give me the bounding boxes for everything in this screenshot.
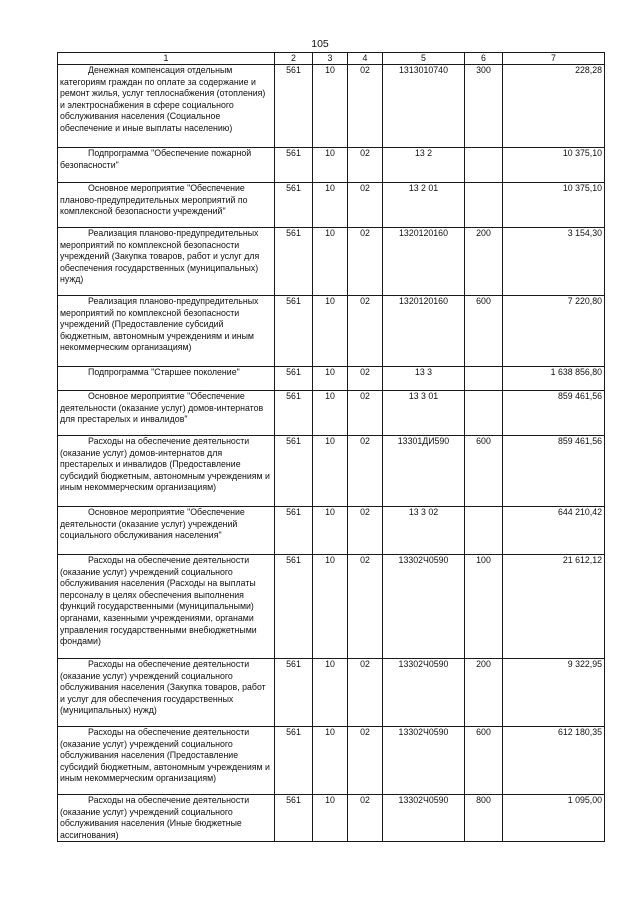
row-name: Основное мероприятие "Обеспечение деятельности (оказание услуг) учреждений социального обслуживания населения": [58, 507, 275, 555]
row-subsection-code: 02: [348, 367, 383, 391]
row-amount: 3 154,30: [503, 228, 605, 296]
row-target-code: 13 2: [383, 148, 465, 183]
row-subsection-code: 02: [348, 507, 383, 555]
row-name: Реализация планово-предупредительных мероприятий по комплексной безопасности учреждений (Предоставление субсидий бюджетным, автономным учреждениям и иным некоммерческим организациям): [58, 296, 275, 367]
row-subsection-code: 02: [348, 148, 383, 183]
row-target-code: 13302Ч0590: [383, 659, 465, 727]
row-amount: 644 210,42: [503, 507, 605, 555]
row-name: Расходы на обеспечение деятельности (оказание услуг) учреждений социального обслуживания населения (Иные бюджетные ассигнования): [58, 795, 275, 842]
row-ministry-code: 561: [275, 555, 313, 659]
row-name: Подпрограмма "Старшее поколение": [58, 367, 275, 391]
header-col-3: 3: [313, 53, 348, 65]
row-expense-type: 600: [465, 727, 503, 795]
row-name: Денежная компенсация отдельным категориям граждан по оплате за содержание и ремонт жилья, услуг теплоснабжения (отопления) и электроснабжения в сфере социального обслуживания населения (Социальное обеспечение и иные выплаты населению): [58, 65, 275, 148]
row-ministry-code: 561: [275, 148, 313, 183]
header-col-5: 5: [383, 53, 465, 65]
row-subsection-code: 02: [348, 65, 383, 148]
row-subsection-code: 02: [348, 436, 383, 507]
row-target-code: 1320120160: [383, 228, 465, 296]
row-section-code: 10: [313, 391, 348, 436]
row-section-code: 10: [313, 555, 348, 659]
row-section-code: 10: [313, 795, 348, 842]
row-target-code: 1313010740: [383, 65, 465, 148]
row-ministry-code: 561: [275, 436, 313, 507]
row-amount: 228,28: [503, 65, 605, 148]
table-row: [58, 555, 605, 659]
row-section-code: 10: [313, 436, 348, 507]
row-expense-type: [465, 148, 503, 183]
row-expense-type: 200: [465, 228, 503, 296]
row-name: Расходы на обеспечение деятельности (оказание услуг) домов-интернатов для престарелых и инвалидов (Предоставление субсидий бюджетным, автономным учреждениям и иным некоммерческим организациям): [58, 436, 275, 507]
row-expense-type: [465, 183, 503, 228]
row-expense-type: 200: [465, 659, 503, 727]
table-row: [58, 183, 605, 228]
row-amount: 1 638 856,80: [503, 367, 605, 391]
row-expense-type: 600: [465, 296, 503, 367]
row-section-code: 10: [313, 65, 348, 148]
header-col-1: 1: [58, 53, 275, 65]
row-name: Основное мероприятие "Обеспечение деятельности (оказание услуг) домов-интернатов для престарелых и инвалидов": [58, 391, 275, 436]
table-row: [58, 507, 605, 555]
row-name: Расходы на обеспечение деятельности (оказание услуг) учреждений социального обслуживания населения (Предоставление субсидий бюджетным, автономным учреждениям и иным некоммерческим организациям): [58, 727, 275, 795]
row-section-code: 10: [313, 183, 348, 228]
row-ministry-code: 561: [275, 659, 313, 727]
row-name: Реализация планово-предупредительных мероприятий по комплексной безопасности учреждений (Закупка товаров, работ и услуг для обеспечения государственных (муниципальных) нужд): [58, 228, 275, 296]
table-row: [58, 727, 605, 795]
table-row: [58, 436, 605, 507]
row-target-code: 13302Ч0590: [383, 795, 465, 842]
row-expense-type: 600: [465, 436, 503, 507]
row-ministry-code: 561: [275, 367, 313, 391]
row-amount: 859 461,56: [503, 436, 605, 507]
row-name: Расходы на обеспечение деятельности (оказание услуг) учреждений социального обслуживания населения (Закупка товаров, работ и услуг для обеспечения государственных (муниципальных) нужд): [58, 659, 275, 727]
row-ministry-code: 561: [275, 727, 313, 795]
row-target-code: 13 3 01: [383, 391, 465, 436]
row-amount: 1 095,00: [503, 795, 605, 842]
row-target-code: 13 3 02: [383, 507, 465, 555]
row-name: Расходы на обеспечение деятельности (оказание услуг) учреждений социального обслуживания населения (Расходы на выплаты персоналу в целях обеспечения выполнения функций государственными (муниципальными) органами, казенными учреждениями, органами управления государственными внебюджетными фондами): [58, 555, 275, 659]
row-section-code: 10: [313, 659, 348, 727]
table-row: [58, 391, 605, 436]
row-section-code: 10: [313, 148, 348, 183]
row-expense-type: [465, 507, 503, 555]
header-col-2: 2: [275, 53, 313, 65]
table-row: [58, 65, 605, 148]
row-ministry-code: 561: [275, 795, 313, 842]
budget-table: [57, 52, 605, 842]
row-amount: 10 375,10: [503, 148, 605, 183]
row-expense-type: 300: [465, 65, 503, 148]
row-section-code: 10: [313, 228, 348, 296]
table-row: [58, 296, 605, 367]
row-subsection-code: 02: [348, 795, 383, 842]
row-amount: 7 220,80: [503, 296, 605, 367]
row-expense-type: 800: [465, 795, 503, 842]
row-name: Основное мероприятие "Обеспечение планово-предупредительных мероприятий по комплексной безопасности учреждений": [58, 183, 275, 228]
row-section-code: 10: [313, 727, 348, 795]
row-ministry-code: 561: [275, 507, 313, 555]
row-target-code: 13302Ч0590: [383, 727, 465, 795]
header-col-4: 4: [348, 53, 383, 65]
row-subsection-code: 02: [348, 183, 383, 228]
row-subsection-code: 02: [348, 228, 383, 296]
row-subsection-code: 02: [348, 391, 383, 436]
row-subsection-code: 02: [348, 296, 383, 367]
row-section-code: 10: [313, 507, 348, 555]
row-expense-type: [465, 367, 503, 391]
row-subsection-code: 02: [348, 659, 383, 727]
row-amount: 10 375,10: [503, 183, 605, 228]
row-expense-type: [465, 391, 503, 436]
row-ministry-code: 561: [275, 183, 313, 228]
row-target-code: 13302Ч0590: [383, 555, 465, 659]
row-amount: 859 461,56: [503, 391, 605, 436]
header-row: [58, 53, 605, 65]
row-subsection-code: 02: [348, 727, 383, 795]
row-ministry-code: 561: [275, 65, 313, 148]
row-target-code: 13 3: [383, 367, 465, 391]
row-ministry-code: 561: [275, 228, 313, 296]
row-target-code: 13301ДИ590: [383, 436, 465, 507]
row-section-code: 10: [313, 296, 348, 367]
row-target-code: 1320120160: [383, 296, 465, 367]
table-row: [58, 228, 605, 296]
row-name: Подпрограмма "Обеспечение пожарной безопасности": [58, 148, 275, 183]
row-ministry-code: 561: [275, 296, 313, 367]
table-row: [58, 659, 605, 727]
row-ministry-code: 561: [275, 391, 313, 436]
row-expense-type: 100: [465, 555, 503, 659]
table-row: [58, 795, 605, 842]
table-row: [58, 367, 605, 391]
header-col-7: 7: [503, 53, 605, 65]
row-amount: 21 612,12: [503, 555, 605, 659]
row-subsection-code: 02: [348, 555, 383, 659]
row-amount: 612 180,35: [503, 727, 605, 795]
page-number: 105: [311, 38, 329, 50]
header-col-6: 6: [465, 53, 503, 65]
row-section-code: 10: [313, 367, 348, 391]
table-row: [58, 148, 605, 183]
row-amount: 9 322,95: [503, 659, 605, 727]
row-target-code: 13 2 01: [383, 183, 465, 228]
